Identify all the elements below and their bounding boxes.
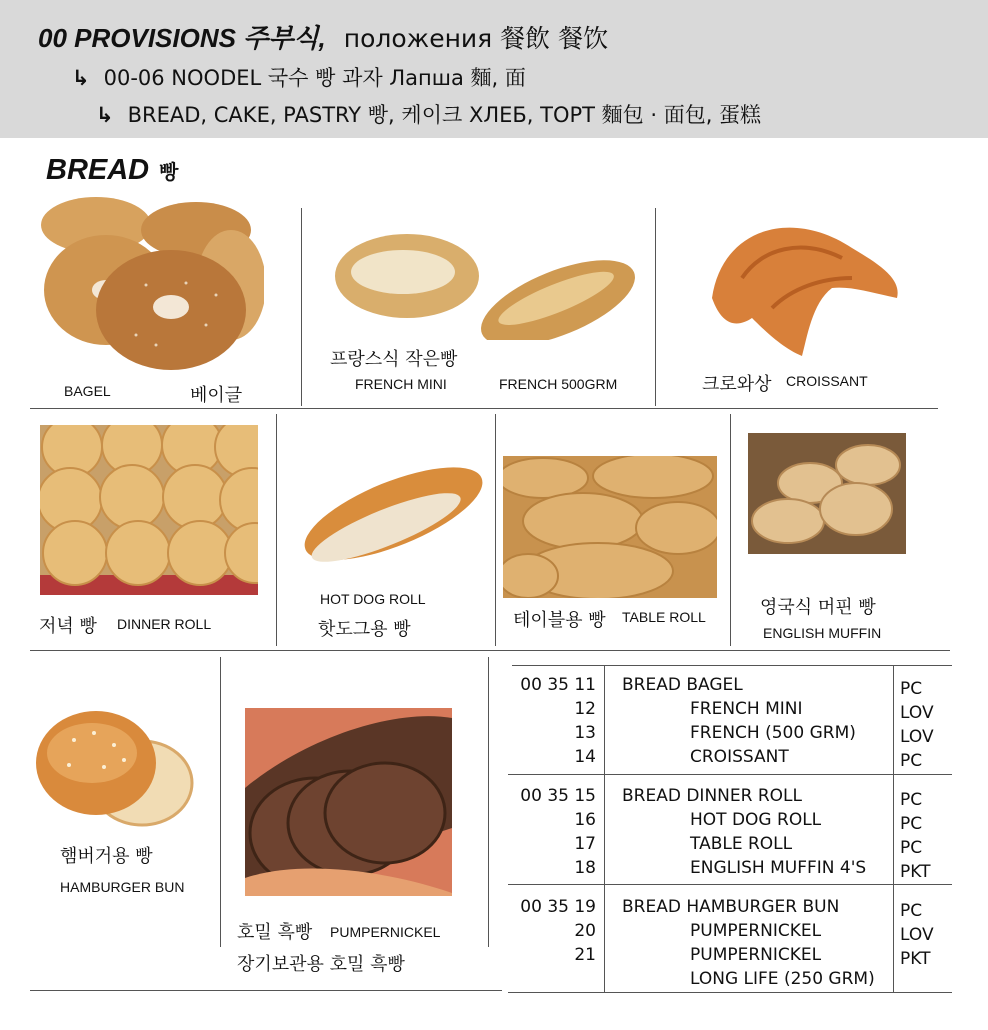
french-label-ko: 프랑스식 작은빵 (330, 349, 458, 370)
hamburger-bun-label-en: HAMBURGER BUN (60, 879, 185, 895)
table-roll-label-en: TABLE ROLL (622, 609, 706, 625)
table-roll-label-ko: 테이블용 빵 (513, 610, 606, 631)
table-unit: LOV (900, 703, 934, 723)
divider-v (220, 657, 221, 947)
table-unit: PKT (900, 862, 931, 882)
table-item-name: FRENCH (500 GRM) (690, 723, 856, 743)
header-subsubcategory: BREAD, CAKE, PASTRY 빵, 케이크 ХЛЕБ, ТОРТ 麵包 · 面包, 蛋糕 (127, 103, 762, 127)
hot-dog-roll-label-ko: 핫도그용 빵 (318, 619, 411, 640)
croissant-label-ko: 크로와상 (702, 374, 772, 395)
french-bread-image (333, 228, 643, 340)
hamburger-bun-image (34, 705, 196, 829)
bagel-label-en: BAGEL (64, 383, 111, 399)
divider-v (276, 414, 277, 646)
pumpernickel-label-en: PUMPERNICKEL (330, 924, 441, 940)
header-translations: положения 餐飲 餐饮 (343, 24, 609, 53)
table-unit: PKT (900, 949, 931, 969)
table-unit: PC (900, 790, 923, 810)
table-item-name: FRENCH MINI (690, 699, 803, 719)
divider-row-2 (30, 650, 950, 651)
table-item-name: PUMPERNICKEL (690, 945, 822, 965)
table-item-name: BREAD BAGEL (622, 675, 743, 695)
dinner-roll-label-en: DINNER ROLL (117, 616, 212, 632)
table-code: 00 35 11 (520, 675, 596, 695)
table-unit: PC (900, 838, 923, 858)
table-item-name: LONG LIFE (250 GRM) (690, 969, 875, 989)
table-code: 13 (574, 723, 596, 743)
header-line-3 (96, 99, 761, 129)
table-unit: LOV (900, 925, 934, 945)
divider-v (655, 208, 656, 406)
header-code: 00 PROVISIONS 주부식, (38, 23, 326, 53)
table-line (512, 665, 952, 666)
croissant-label-en: CROISSANT (786, 373, 868, 389)
table-code: 17 (574, 834, 596, 854)
table-unit: PC (900, 751, 923, 771)
dinner-roll-image (40, 425, 258, 595)
table-unit: PC (900, 814, 923, 834)
table-item-name: CROISSANT (690, 747, 789, 767)
table-code: 12 (574, 699, 596, 719)
divider-v (301, 208, 302, 406)
pumpernickel-label-ko: 호밀 흑빵 (237, 922, 313, 943)
section-title-en: BREAD (46, 154, 150, 186)
table-unit: PC (900, 901, 923, 921)
french-500-label: FRENCH 500GRM (499, 376, 618, 392)
table-item-name: BREAD DINNER ROLL (622, 786, 802, 806)
table-item-name: ENGLISH MUFFIN 4'S (690, 858, 867, 878)
divider-v (488, 657, 489, 947)
indent-arrow-icon: ↳ (72, 66, 90, 90)
table-item-name: PUMPERNICKEL (690, 921, 822, 941)
dinner-roll-label-ko: 저녁 빵 (39, 616, 97, 637)
english-muffin-image (748, 433, 906, 554)
table-item-name: BREAD HAMBURGER BUN (622, 897, 840, 917)
french-mini-label: FRENCH MINI (355, 376, 447, 392)
table-unit: LOV (900, 727, 934, 747)
table-code: 14 (574, 747, 596, 767)
header-subcategory: 00-06 NOODEL 국수 빵 과자 Лапша 麵, 面 (103, 66, 526, 90)
hot-dog-roll-image (293, 443, 488, 573)
divider-bottom (30, 990, 502, 991)
code-table (508, 670, 952, 990)
divider-v (730, 414, 731, 646)
table-unit: PC (900, 679, 923, 699)
table-code: 16 (574, 810, 596, 830)
english-muffin-label-ko: 영국식 머핀 빵 (760, 597, 876, 618)
pumpernickel-image (245, 708, 452, 896)
croissant-image (702, 208, 904, 358)
table-code: 00 35 19 (520, 897, 596, 917)
hot-dog-roll-label-en: HOT DOG ROLL (320, 591, 426, 607)
hamburger-bun-label-ko: 햄버거용 빵 (60, 846, 153, 867)
table-item-name: HOT DOG ROLL (690, 810, 822, 830)
divider-row-1 (30, 408, 938, 409)
section-title (46, 154, 178, 187)
header-line-1 (38, 18, 608, 55)
indent-arrow-icon: ↳ (96, 103, 114, 127)
english-muffin-label-en: ENGLISH MUFFIN (763, 625, 882, 641)
table-code: 21 (574, 945, 596, 965)
table-code: 20 (574, 921, 596, 941)
header-line-2 (72, 62, 526, 92)
pumpernickel-long-life-label-ko: 장기보관용 호밀 흑빵 (237, 954, 405, 975)
table-code: 00 35 15 (520, 786, 596, 806)
table-item-name: TABLE ROLL (690, 834, 793, 854)
bagel-image (36, 195, 264, 370)
table-line (508, 992, 952, 993)
table-roll-image (503, 456, 717, 598)
divider-v (495, 414, 496, 646)
table-code: 18 (574, 858, 596, 878)
bagel-label-ko: 베이글 (190, 385, 243, 406)
section-title-ko: 빵 (159, 160, 179, 184)
